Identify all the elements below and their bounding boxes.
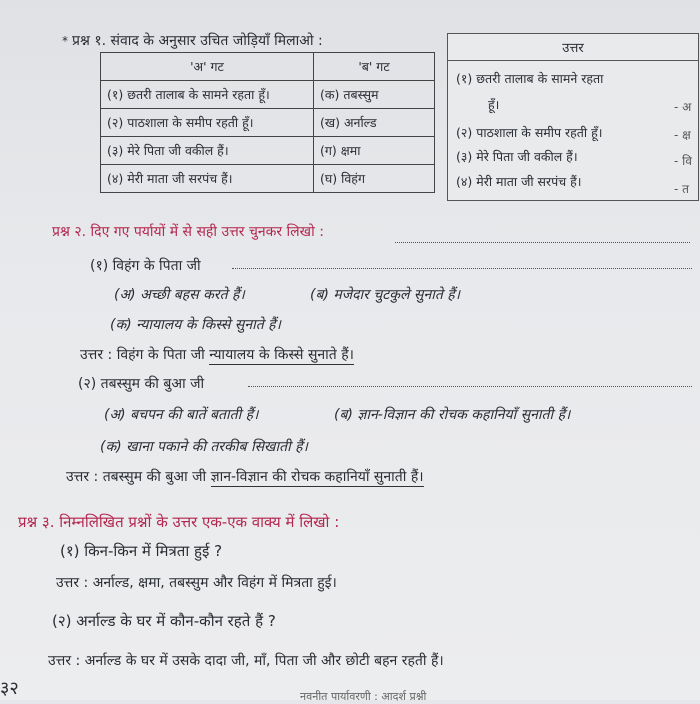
cell-a: (२) पाठशाला के समीप रहती हूँ। <box>101 109 314 137</box>
option-c: (क) न्यायालय के किस्से सुनाते हैं। <box>110 317 281 333</box>
answer-item: (४) मेरी माता जी सरपंच हैं। <box>456 174 582 189</box>
answer-text: ज्ञान-विज्ञान की रोचक कहानियाँ सुनाती हैं। <box>210 469 424 485</box>
q3-item1-answer <box>56 573 337 592</box>
q3-number: ३. <box>41 513 55 531</box>
cell-b: (ख) अर्नाल्ड <box>314 109 435 137</box>
q2-label: प्रश्न <box>52 224 70 240</box>
q2-heading <box>52 222 324 241</box>
answer-label: उत्तर : <box>80 347 113 363</box>
option-c: (क) खाना पकाने की तरकीब सिखाती हैं। <box>100 439 308 455</box>
q3-item2-answer <box>48 651 444 670</box>
page-number: ३२ <box>0 678 19 699</box>
matching-table <box>100 52 435 193</box>
q1-label: प्रश्न <box>72 33 90 49</box>
q1-number: १. <box>94 33 107 49</box>
q3-item2-question: (२) अर्नाल्ड के घर में कौन-कौन रहते हैं ? <box>52 612 276 630</box>
option-b: (ब) मजेदार चुटकुले सुनाते हैं। <box>310 287 461 303</box>
q2-number: २. <box>74 224 87 240</box>
divider-line <box>395 242 690 243</box>
option-a: (अ) बचपन की बातें बताती हैं। <box>104 407 259 423</box>
table-row <box>101 81 435 109</box>
answer-item: (१) छतरी तालाब के सामने रहता <box>456 71 604 86</box>
answer-item: हूँ। <box>488 97 500 112</box>
answer-mark: - वि <box>674 154 692 168</box>
option-a: (अ) अच्छी बहस करते हैं। <box>114 287 245 303</box>
answer-text: न्यायालय के किस्से सुनाते हैं। <box>209 347 354 363</box>
col-a-header: 'अ' गट <box>101 53 314 81</box>
answer-item: (३) मेरे पिता जी वकील हैं। <box>456 149 578 164</box>
q2-part1-answer <box>80 345 354 364</box>
q2-part2-answer <box>66 467 424 486</box>
cell-a: (१) छतरी तालाब के सामने रहता हूँ। <box>101 81 314 109</box>
answer-heading: उत्तर <box>448 34 698 61</box>
answer-label: उत्तर : <box>56 575 89 591</box>
answer-mark: - क्ष <box>674 128 691 142</box>
option-b: (ब) ज्ञान-विज्ञान की रोचक कहानियाँ सुनाती हैं। <box>334 407 571 423</box>
answer-prefix: तबस्सुम की बुआ जी <box>102 469 207 485</box>
table-row <box>101 165 435 193</box>
star-marker: * <box>62 34 68 48</box>
answer-mark: - त <box>674 182 689 196</box>
page-footer: नवनीत पार्यावरणी : आदर्श प्रश्नी <box>300 690 427 703</box>
divider-line <box>232 268 692 269</box>
answer-prefix: विहंग के पिता जी <box>116 347 205 363</box>
col-b-header: 'ब' गट <box>314 53 435 81</box>
answer-label: उत्तर : <box>66 469 99 485</box>
q2-part1-question: (१) विहंग के पिता जी <box>90 258 201 274</box>
q2-text: दिए गए पर्यायों में से सही उत्तर चुनकर लिखो : <box>90 224 324 240</box>
cell-a: (४) मेरी माता जी सरपंच हैं। <box>101 165 314 193</box>
cell-a: (३) मेरे पिता जी वकील हैं। <box>101 137 314 165</box>
q3-label: प्रश्न <box>18 513 38 531</box>
q1-heading <box>72 31 323 50</box>
q3-item1-question: (१) किन-किन में मित्रता हुई ? <box>60 542 223 560</box>
q2-part2-question: (२) तबस्सुम की बुआ जी <box>78 376 205 392</box>
answer-box <box>447 33 699 201</box>
answer-item: (२) पाठशाला के समीप रहती हूँ। <box>456 125 603 140</box>
table-header-row <box>101 53 435 81</box>
cell-b: (क) तबस्सुम <box>314 81 435 109</box>
answer-mark: - अ <box>674 100 692 114</box>
cell-b: (ग) क्षमा <box>314 137 435 165</box>
cell-b: (घ) विहंग <box>314 165 435 193</box>
table-row <box>101 137 435 165</box>
answer-text: अर्नाल्ड, क्षमा, तबस्सुम और विहंग में मित्रता हुई। <box>92 575 337 591</box>
answer-text: अर्नाल्ड के घर में उसके दादा जी, माँ, पिता जी और छोटी बहन रहती हैं। <box>84 653 444 669</box>
divider-line <box>248 386 692 387</box>
q3-heading <box>18 512 339 532</box>
answer-label: उत्तर : <box>48 653 81 669</box>
q1-text: संवाद के अनुसार उचित जोड़ियाँ मिलाओ : <box>110 33 323 49</box>
q3-text: निम्नलिखित प्रश्नों के उत्तर एक-एक वाक्य में लिखो : <box>59 513 340 531</box>
table-row <box>101 109 435 137</box>
